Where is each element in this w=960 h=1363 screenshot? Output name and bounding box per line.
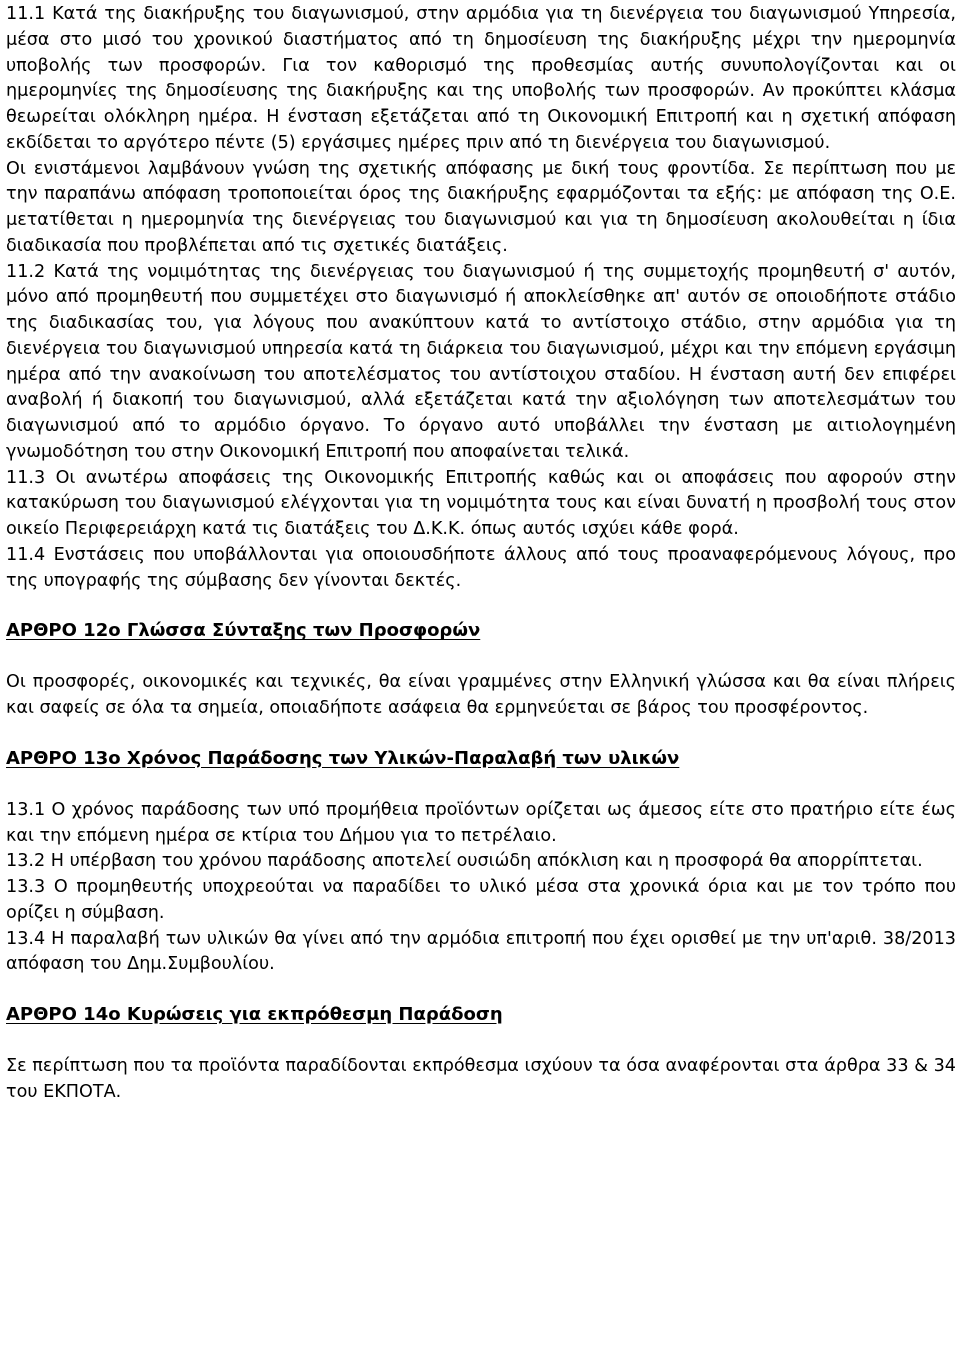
paragraph-14-late-delivery-penalties: Σε περίπτωση που τα προϊόντα παραδίδονται εκπρόθεσμα ισχύουν τα όσα αναφέρονται στα άρθρα 33 & 34 του ΕΚΠΟΤΑ. bbox=[6, 1056, 956, 1102]
paragraph-13-2-delivery-overrun: 13.2 Η υπέρβαση του χρόνου παράδοσης αποτελεί ουσιώδη απόκλιση και η προσφορά θα απορρίπτεται. bbox=[6, 851, 923, 872]
article-12-heading: ΑΡΘΡΟ 12ο Γλώσσα Σύνταξης των Προσφορών bbox=[6, 620, 481, 642]
paragraph-11-4-other-objections: 11.4 Ενστάσεις που υποβάλλονται για οποιουσδήποτε άλλους από τους προαναφερόμενους λόγους, προ της υπογραφής της σύμβασης δεν γίνονται δεκτές. bbox=[6, 544, 956, 591]
paragraph-11-3-decisions-review: 11.3 Οι ανωτέρω αποφάσεις της Οικονομικής Επιτροπής καθώς και οι αποφάσεις που αφορούν στην κατακύρωση του διαγωνισμού ελέγχονται για τη νομιμότητα τους και είναι δυνατή η προσβολή τους στον οικείο Περιφερειάρχη κατά τις διατάξεις του Δ.Κ.Κ. όπως αυτός ισχύει κάθε φορά. bbox=[6, 467, 956, 539]
paragraph-13-1-delivery-time: 13.1 Ο χρόνος παράδοσης των υπό προμήθεια προϊόντων ορίζεται ως άμεσος είτε στο πρατήριο είτε έως και την επόμενη ημέρα σε κτίρια του Δήμου για το πετρέλαιο. bbox=[6, 799, 956, 846]
paragraph-13-3-supplier-obligation: 13.3 Ο προμηθευτής υποχρεούται να παραδίδει το υλικό μέσα στα χρονικά όρια και με τον τρόπο που ορίζει η σύμβαση. bbox=[6, 877, 956, 923]
paragraph-11-1-objectors-notice: Οι ενιστάμενοι λαμβάνουν γνώση της σχετικής απόφασης με δική τους φροντίδα. Σε περίπτωση που με την παραπάνω απόφαση τροποποιείται όρος της διακήρυξης εφαρμόζονται τα εξής: με απόφαση της Ο.Ε. μετατίθεται η ημερομηνία της διενέργειας του διαγωνισμού και για τη δημοσίευση ακολουθείται η ίδια διαδικασία που προβλέπεται από τις σχετικές διατάξεις. bbox=[6, 158, 956, 256]
paragraph-13-4-receipt-committee: 13.4 Η παραλαβή των υλικών θα γίνει από την αρμόδια επιτροπή που έχει ορισθεί με την υπ'αριθ. 38/2013 απόφαση του Δημ.Συμβουλίου. bbox=[6, 928, 956, 975]
paragraph-12-offer-language: Οι προσφορές, οικονομικές και τεχνικές, θα είναι γραμμένες στην Ελληνική γλώσσα και θα είναι πλήρεις και σαφείς σε όλα τα σημεία, οποιαδήποτε ασάφεια θα ερμηνεύεται σε βάρος του προσφέροντος. bbox=[6, 672, 956, 718]
document-page bbox=[6, 2, 956, 1106]
paragraph-11-1-objection-timing: 11.1 Κατά της διακήρυξης του διαγωνισμού, στην αρμόδια για τη διενέργεια του διαγωνισμού Υπηρεσία, μέσα στο μισό του χρονικού διαστήματος από τη δημοσίευση της διακήρυξης μέχρι την ημερομηνία υποβολής των προσφορών. Για τον καθορισμό της προθεσμίας αυτής συνυπολογίζονται και οι ημερομηνίες της δημοσίευσης της διακήρυξης και της υποβολής των προσφορών. Αν προκύπτει κλάσμα θεωρείται ολόκληρη ημέρα. Η ένσταση εξετάζεται από τη Οικονομική Επιτροπή και η σχετική απόφαση εκδίδεται το αργότερο πέντε (5) εργάσιμες ημέρες πριν από τη διενέργεια του διαγωνισμού. bbox=[6, 4, 956, 153]
article-14-heading: ΑΡΘΡΟ 14ο Κυρώσεις για εκπρόθεσμη Παράδοση bbox=[6, 1004, 503, 1025]
article-13-heading: ΑΡΘΡΟ 13ο Χρόνος Παράδοσης των Υλικών-Παραλαβή των υλικών bbox=[6, 747, 680, 769]
paragraph-11-2-legality-objection: 11.2 Κατά της νομιμότητας της διενέργειας του διαγωνισμού ή της συμμετοχής προμηθευτή σ' αυτόν, μόνο από προμηθευτή που συμμετέχει στο διαγωνισμό ή αποκλείσθηκε απ' αυτόν σε οποιοδήποτε στάδιο της διαδικασίας του, για λόγους που ανακύπτουν κατά το αντίστοιχο στάδιο, στην αρμόδια για τη διενέργεια του διαγωνισμού υπηρεσία κατά τη διάρκεια του διαγωνισμού, μέχρι και την επόμενη εργάσιμη ημέρα από την ανακοίνωση του αποτελέσματος του αντίστοιχου σταδίου. Η ένσταση αυτή δεν επιφέρει αναβολή ή διακοπή του διαγωνισμού, αλλά εξετάζεται κατά την αξιολόγηση των αποτελεσμάτων του διαγωνισμού από το αρμόδιο όργανο. Το όργανο αυτό υποβάλλει την ένσταση με αιτιολογημένη γνωμοδότηση του στην Οικονομική Επιτροπή που αποφαίνεται τελικά. bbox=[6, 261, 956, 462]
